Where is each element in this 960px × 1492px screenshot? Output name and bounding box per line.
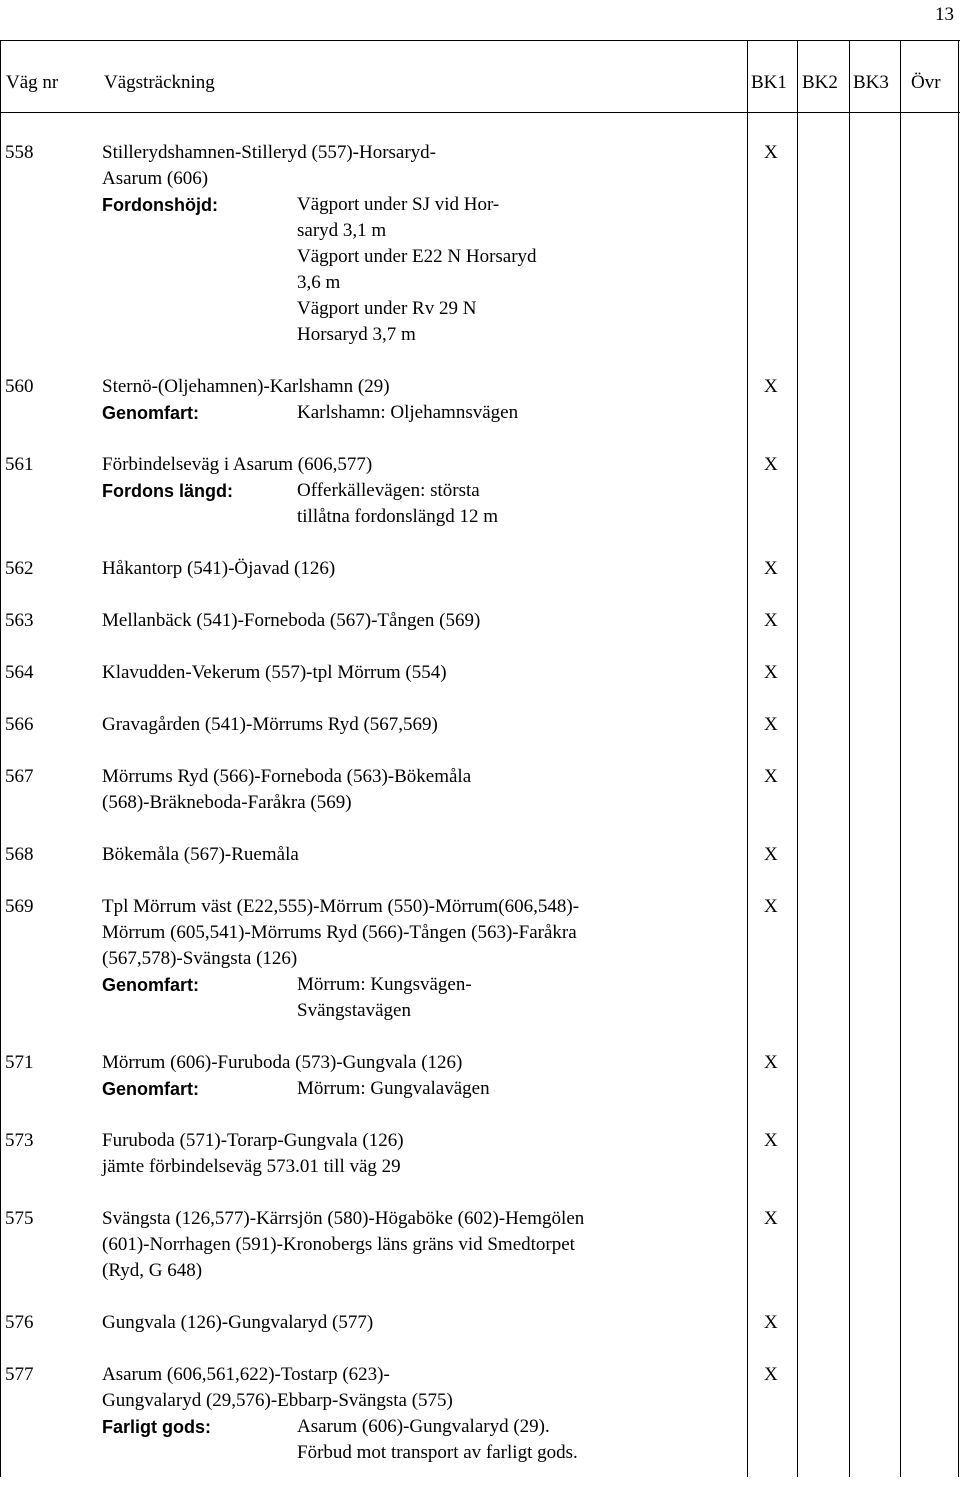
- road-table: [0, 40, 960, 1477]
- bk1-mark: X: [764, 142, 778, 163]
- note-value: Offerkällevägen: största tillåtna fordonslängd 12 m: [297, 480, 499, 527]
- road-description: [102, 660, 742, 686]
- road-description: [102, 1050, 742, 1102]
- bk1-mark: X: [764, 1208, 778, 1229]
- header-bk1: BK1: [751, 72, 787, 93]
- road-description: [102, 1206, 742, 1284]
- route-line: Gungvalaryd (29,576)-Ebbarp-Svängsta (575): [102, 1390, 453, 1411]
- restriction-note: [102, 972, 742, 1024]
- table-row: [0, 1206, 960, 1284]
- route-line: Mörrum (606)-Furuboda (573)-Gungvala (126): [102, 1052, 463, 1073]
- road-description: [102, 894, 742, 1024]
- road-number: 560: [5, 376, 34, 397]
- road-number: 563: [5, 610, 34, 631]
- table-row: [0, 894, 960, 1024]
- road-description: [102, 556, 742, 582]
- route-line: Sternö-(Oljehamnen)-Karlshamn (29): [102, 376, 390, 397]
- bk1-mark: X: [764, 766, 778, 787]
- table-row: [0, 842, 960, 868]
- header-bk2: BK2: [802, 72, 838, 93]
- road-description: [102, 842, 742, 868]
- note-label: Genomfart:: [102, 403, 200, 423]
- header-bk3: BK3: [853, 72, 889, 93]
- route-line: Förbindelseväg i Asarum (606,577): [102, 454, 373, 475]
- route-line: (601)-Norrhagen (591)-Kronobergs läns gräns vid Smedtorpet: [102, 1234, 575, 1255]
- note-value: Asarum (606)-Gungvalaryd (29). Förbud mot transport av farligt gods.: [297, 1416, 578, 1463]
- table-row: [0, 608, 960, 634]
- bk1-mark: X: [764, 558, 778, 579]
- route-line: Tpl Mörrum väst (E22,555)-Mörrum (550)-Mörrum(606,548)-: [102, 896, 580, 917]
- table-row: [0, 1310, 960, 1336]
- route-line: Svängsta (126,577)-Kärrsjön (580)-Högaböke (602)-Hemgölen: [102, 1208, 585, 1229]
- table-row: [0, 1362, 960, 1466]
- route-line: Furuboda (571)-Torarp-Gungvala (126): [102, 1130, 404, 1151]
- route-line: Mörrum (605,541)-Mörrums Ryd (566)-Tången (563)-Faråkra: [102, 922, 577, 943]
- route-line: Gravagården (541)-Mörrums Ryd (567,569): [102, 714, 438, 735]
- table-row: [0, 556, 960, 582]
- road-number: 564: [5, 662, 34, 683]
- road-description: [102, 374, 742, 426]
- bk1-mark: X: [764, 1052, 778, 1073]
- header-ovr: Övr: [911, 72, 941, 93]
- route-line: Asarum (606,561,622)-Tostarp (623)-: [102, 1364, 390, 1385]
- route-line: Håkantorp (541)-Öjavad (126): [102, 558, 336, 579]
- bk1-mark: X: [764, 1312, 778, 1333]
- bk1-mark: X: [764, 1364, 778, 1385]
- table-row: [0, 452, 960, 530]
- note-label: Farligt gods:: [102, 1417, 211, 1437]
- route-line: (Ryd, G 648): [102, 1260, 203, 1281]
- table-row: [0, 1050, 960, 1102]
- route-line: Mellanbäck (541)-Forneboda (567)-Tången (569): [102, 610, 481, 631]
- bk1-mark: X: [764, 454, 778, 475]
- road-description: [102, 764, 742, 816]
- road-number: 567: [5, 766, 34, 787]
- table-header: [0, 70, 960, 100]
- road-number: 571: [5, 1052, 34, 1073]
- road-description: [102, 1310, 742, 1336]
- table-row: [0, 764, 960, 816]
- bk1-mark: X: [764, 1130, 778, 1151]
- restriction-note: [102, 478, 742, 530]
- road-number: 562: [5, 558, 34, 579]
- restriction-note: [102, 400, 742, 426]
- table-top-border: [0, 40, 960, 41]
- route-line: (568)-Bräkneboda-Faråkra (569): [102, 792, 352, 813]
- page-number: 13: [935, 4, 954, 25]
- road-description: [102, 608, 742, 634]
- table-row: [0, 1128, 960, 1180]
- road-number: 573: [5, 1130, 34, 1151]
- route-line: jämte förbindelseväg 573.01 till väg 29: [102, 1156, 401, 1177]
- bk1-mark: X: [764, 714, 778, 735]
- note-value: Mörrum: Gungvalavägen: [297, 1078, 490, 1099]
- note-label: Genomfart:: [102, 975, 200, 995]
- route-line: Asarum (606): [102, 168, 209, 189]
- route-line: Klavudden-Vekerum (557)-tpl Mörrum (554): [102, 662, 447, 683]
- road-number: 561: [5, 454, 34, 475]
- road-number: 575: [5, 1208, 34, 1229]
- note-label: Fordons längd:: [102, 481, 233, 501]
- restriction-note: [102, 1414, 742, 1466]
- table-row: [0, 374, 960, 426]
- road-description: [102, 1128, 742, 1180]
- restriction-note: [102, 1076, 742, 1102]
- road-number: 576: [5, 1312, 34, 1333]
- restriction-note: [102, 192, 742, 348]
- note-value: Vägport under SJ vid Hor- saryd 3,1 m Vägport under E22 N Horsaryd 3,6 m Vägport under Rv 29 N Horsaryd 3,7 m: [297, 194, 537, 345]
- entry-list: [0, 140, 960, 1492]
- table-row: [0, 712, 960, 738]
- header-vag-nr: Väg nr: [6, 72, 59, 93]
- note-value: Karlshamn: Oljehamnsvägen: [297, 402, 519, 423]
- header-separator: [0, 112, 960, 113]
- road-number: 558: [5, 142, 34, 163]
- road-description: [102, 1362, 742, 1466]
- note-label: Genomfart:: [102, 1079, 200, 1099]
- road-number: 566: [5, 714, 34, 735]
- table-row: [0, 660, 960, 686]
- route-line: Mörrums Ryd (566)-Forneboda (563)-Bökemåla: [102, 766, 472, 787]
- bk1-mark: X: [764, 610, 778, 631]
- bk1-mark: X: [764, 662, 778, 683]
- road-number: 569: [5, 896, 34, 917]
- header-vagstrackning: Vägsträckning: [104, 72, 215, 93]
- route-line: Stillerydshamnen-Stilleryd (557)-Horsaryd-: [102, 142, 437, 163]
- road-description: [102, 452, 742, 530]
- bk1-mark: X: [764, 896, 778, 917]
- route-line: Bökemåla (567)-Ruemåla: [102, 844, 299, 865]
- road-description: [102, 712, 742, 738]
- route-line: Gungvala (126)-Gungvalaryd (577): [102, 1312, 374, 1333]
- table-row: [0, 140, 960, 348]
- note-label: Fordonshöjd:: [102, 195, 218, 215]
- road-number: 577: [5, 1364, 34, 1385]
- note-value: Mörrum: Kungsvägen- Svängstavägen: [297, 974, 472, 1021]
- bk1-mark: X: [764, 376, 778, 397]
- route-line: (567,578)-Svängsta (126): [102, 948, 298, 969]
- road-description: [102, 140, 742, 348]
- road-number: 568: [5, 844, 34, 865]
- bk1-mark: X: [764, 844, 778, 865]
